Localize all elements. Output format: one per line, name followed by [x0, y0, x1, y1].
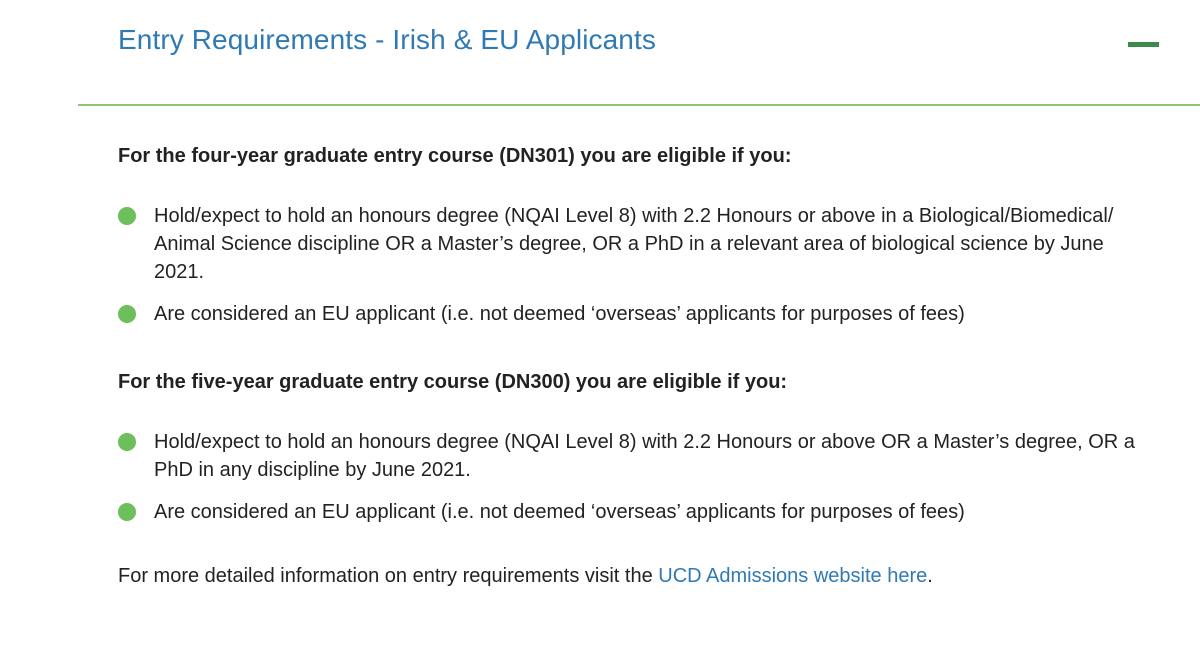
bullet-dot-icon	[118, 433, 136, 451]
list-item-text: Hold/expect to hold an honours degree (NQAI Level 8) with 2.2 Honours or above in a Biological/Biomedical/ Animal Science discipline OR a Master’s degree, OR a PhD in a relevant area of biological science by June 2021.	[154, 205, 1114, 283]
bullet-dot-icon	[118, 207, 136, 225]
accordion-title[interactable]: Entry Requirements - Irish & EU Applicants	[118, 24, 656, 55]
collapse-toggle-button[interactable]	[1126, 30, 1160, 60]
more-info-prefix: For more detailed information on entry requirements visit the	[118, 565, 659, 587]
list-item	[118, 202, 1158, 286]
list-item-text: Are considered an EU applicant (i.e. not deemed ‘overseas’ applicants for purposes of fees)	[154, 303, 965, 325]
list-item-text: Hold/expect to hold an honours degree (NQAI Level 8) with 2.2 Honours or above OR a Master’s degree, OR a PhD in any discipline by June 2021.	[154, 431, 1135, 481]
list-item	[118, 428, 1158, 484]
list-item-text: Are considered an EU applicant (i.e. not deemed ‘overseas’ applicants for purposes of fees)	[154, 501, 965, 523]
more-info-suffix: .	[927, 565, 933, 587]
bullet-dot-icon	[118, 305, 136, 323]
bullet-dot-icon	[118, 503, 136, 521]
ucd-admissions-link[interactable]: UCD Admissions website here	[658, 565, 928, 587]
list-item	[118, 300, 1158, 328]
list-item	[118, 498, 1158, 526]
more-info-text	[118, 562, 1158, 590]
accordion-content	[118, 106, 1158, 590]
section-heading-dn300: For the five-year graduate entry course (DN300) you are eligible if you:	[118, 371, 788, 393]
section-heading-dn301: For the four-year graduate entry course (DN301) you are eligible if you:	[118, 145, 792, 167]
accordion-header[interactable]	[0, 0, 1200, 106]
requirements-list-dn301	[118, 202, 1158, 328]
requirements-list-dn300	[118, 428, 1158, 526]
minus-icon	[1128, 42, 1159, 47]
